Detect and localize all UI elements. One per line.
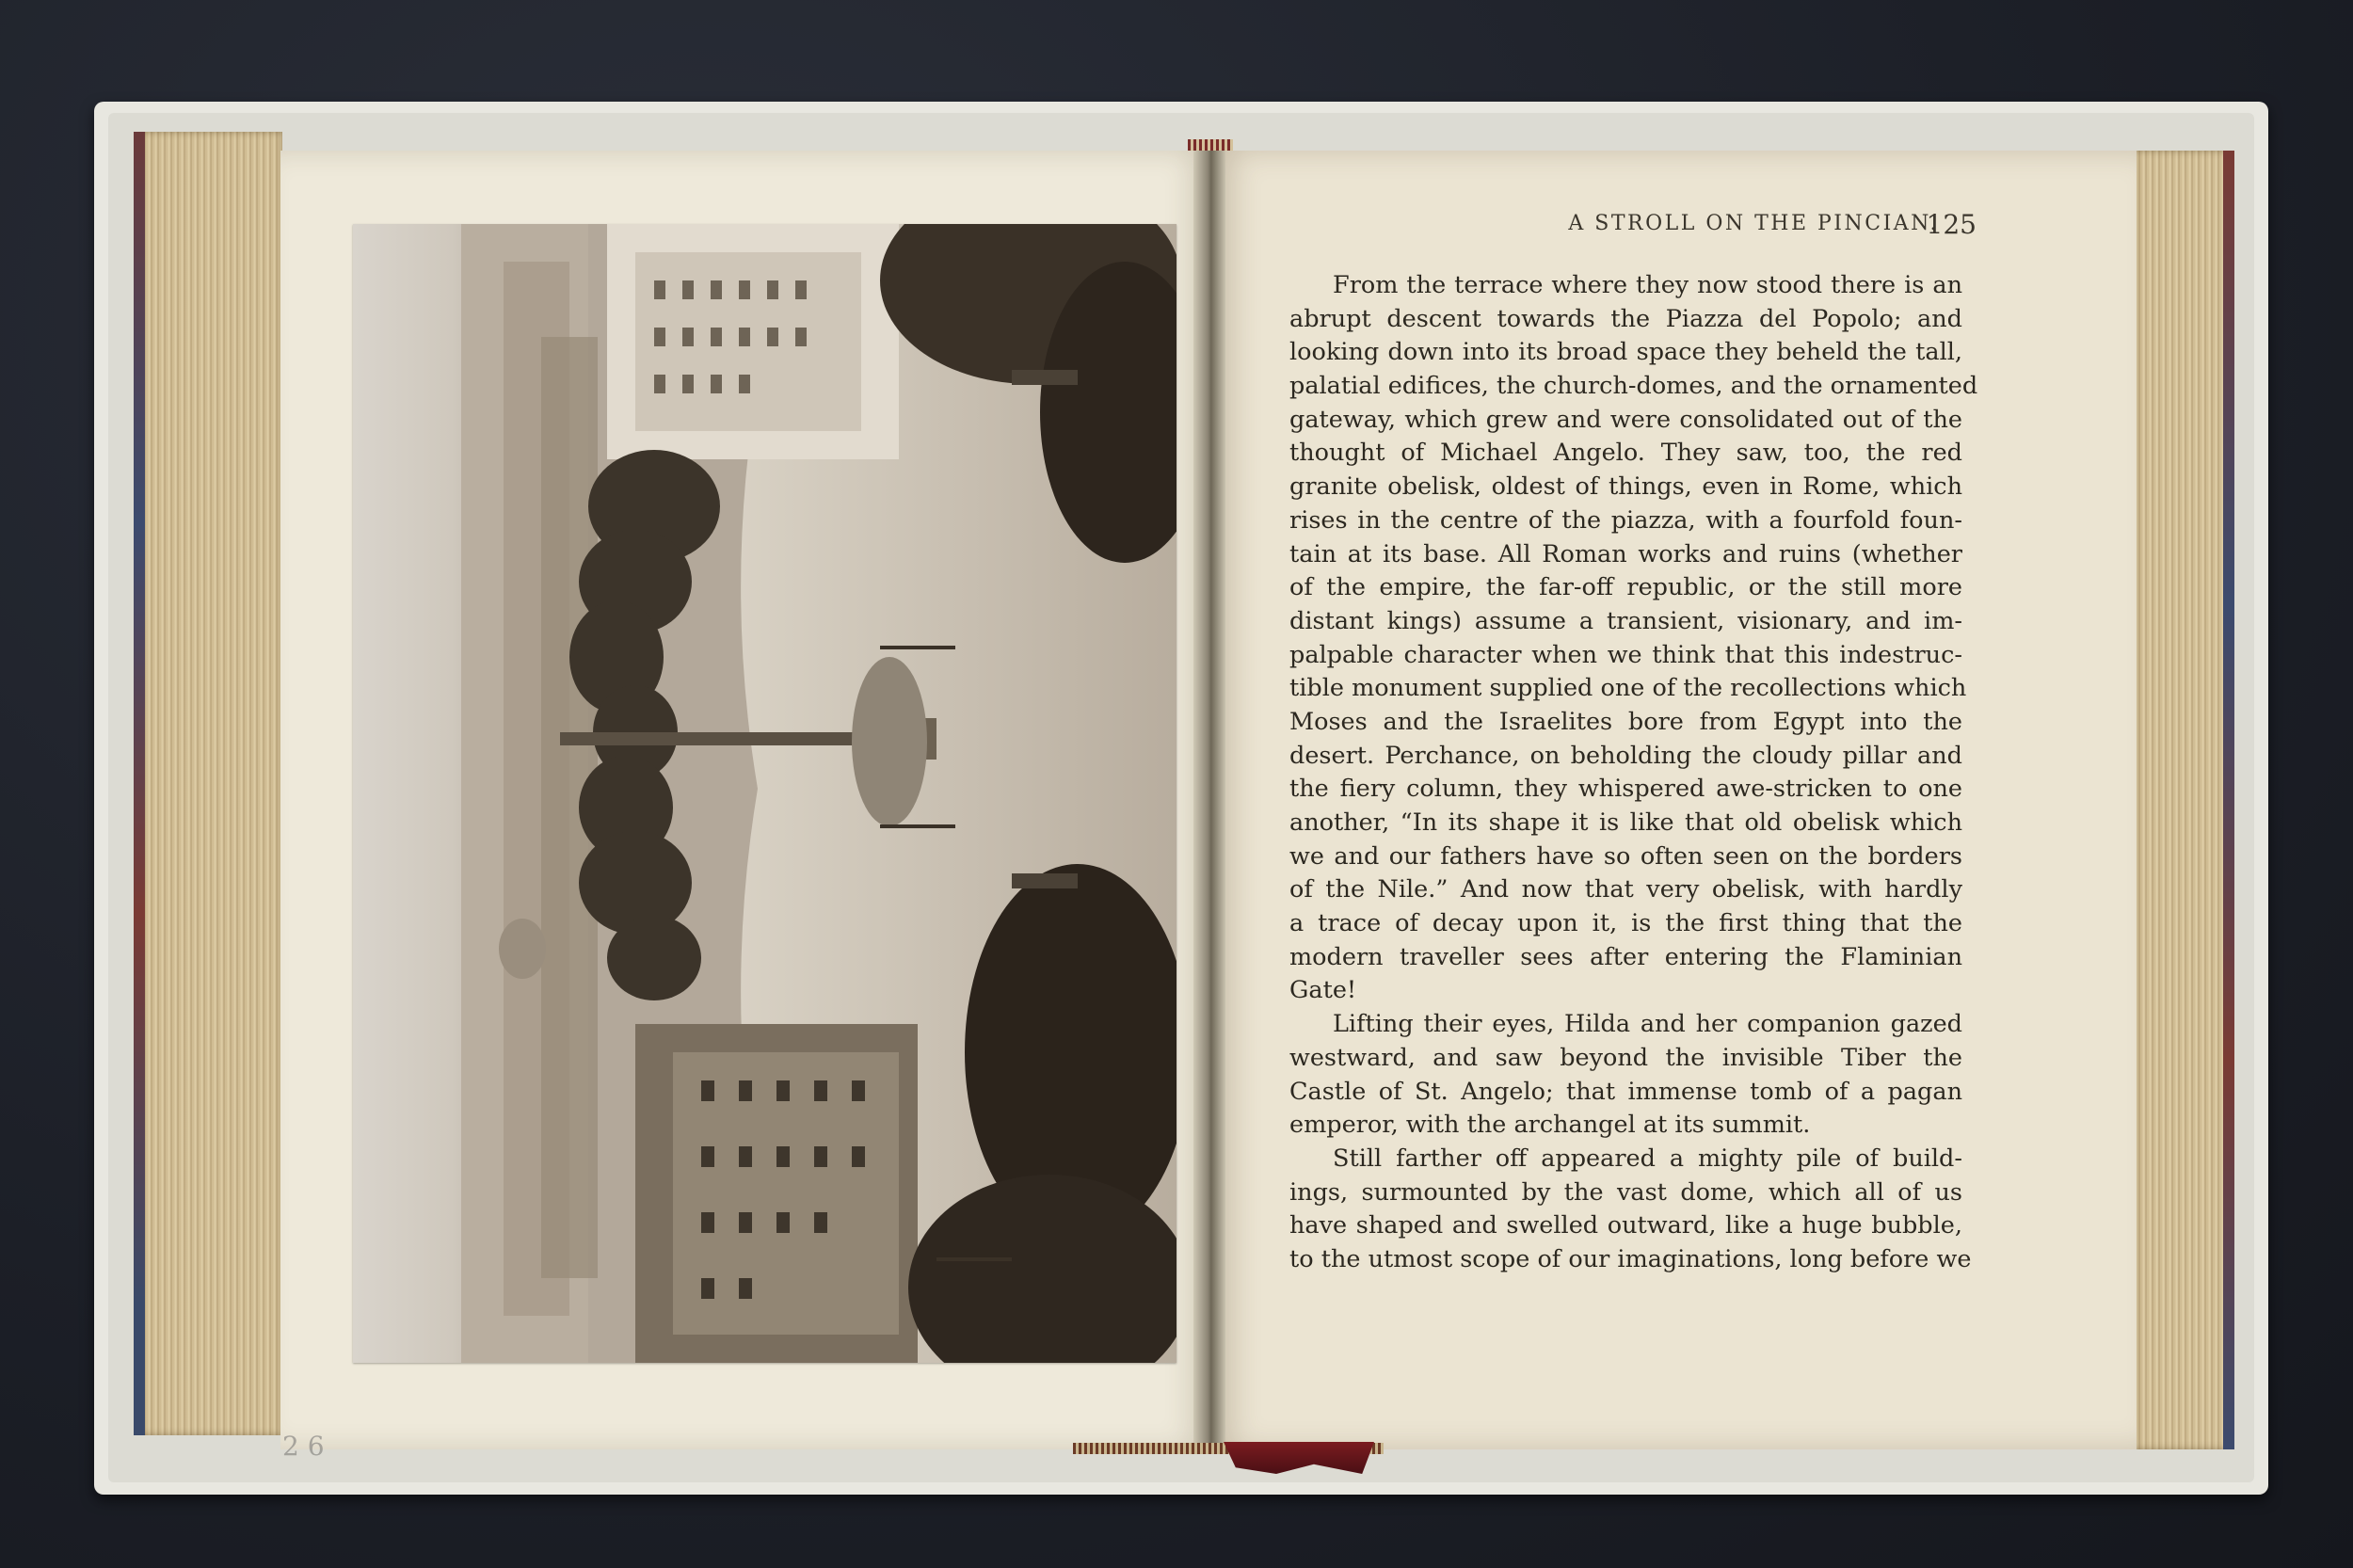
book-gutter <box>1193 141 1225 1454</box>
text-line: another, “In its shape it is like that old obelisk which <box>1289 808 1962 837</box>
text-line: palatial edifices, the church-domes, and the ornamented <box>1289 372 1978 401</box>
body-text <box>1289 269 1978 1277</box>
text-line: looking down into its broad space they beheld the tall, <box>1289 338 1962 367</box>
text-line: abrupt descent towards the Piazza del Popolo; and <box>1289 304 1962 333</box>
text-line: emperor, with the archangel at its summit. <box>1289 1111 1811 1140</box>
page-number: 125 <box>1926 209 1977 240</box>
text-line: modern traveller sees after entering the Flaminian <box>1289 942 1962 971</box>
text-line: Gate! <box>1289 976 1357 1005</box>
text-line: the fiery column, they whispered awe-stricken to one <box>1289 775 1962 804</box>
text-line: thought of Michael Angelo. They saw, too, the red <box>1289 439 1962 468</box>
text-line: Castle of St. Angelo; that immense tomb of a pagan <box>1289 1077 1962 1106</box>
text-line: a trace of decay upon it, is the first thing that the <box>1289 909 1962 938</box>
text-line: distant kings) assume a transient, visionary, and im- <box>1289 606 1962 635</box>
text-line: to the utmost scope of our imaginations, long before we <box>1289 1244 1972 1273</box>
text-line: of the empire, the far-off republic, or the still more <box>1289 573 1962 602</box>
running-head: A STROLL ON THE PINCIAN. <box>1568 212 1939 235</box>
text-line: Lifting their eyes, Hilda and her companion gazed <box>1333 1010 1962 1039</box>
right-page-edges <box>2135 151 2231 1449</box>
text-line: westward, and saw beyond the invisible Tiber the <box>1289 1043 1962 1072</box>
text-line: granite obelisk, oldest of things, even in Rome, which <box>1289 472 1962 502</box>
left-marbled-edge <box>134 132 145 1435</box>
photograph-image <box>353 224 1176 1363</box>
left-page-edges <box>134 132 282 1435</box>
text-line: From the terrace where they now stood there is an <box>1333 271 1962 299</box>
text-line: we and our fathers have so often seen on the borders <box>1289 841 1962 871</box>
pencil-annotation: 2 6 <box>282 1431 325 1462</box>
text-line: palpable character when we think that this indestruc- <box>1289 640 1962 669</box>
text-line: of the Nile.” And now that very obelisk, with hardly <box>1289 875 1962 904</box>
text-line: rises in the centre of the piazza, with a fourfold foun- <box>1289 505 1962 535</box>
text-line: gateway, which grew and were consolidated out of the <box>1289 405 1962 434</box>
text-line: Still farther off appeared a mighty pile of build- <box>1333 1144 1962 1173</box>
piazza-del-popolo-photograph <box>353 224 1176 1363</box>
right-marbled-edge <box>2223 151 2234 1449</box>
text-line: Moses and the Israelites bore from Egypt into the <box>1289 707 1962 736</box>
text-line: have shaped and swelled outward, like a huge bubble, <box>1289 1211 1962 1240</box>
text-line: ings, surmounted by the vast dome, which all of us <box>1289 1177 1962 1207</box>
text-line: tible monument supplied one of the recollections which <box>1289 674 1967 703</box>
text-line: tain at its base. All Roman works and ruins (whether <box>1289 539 1962 568</box>
text-line: desert. Perchance, on beholding the cloudy pillar and <box>1289 741 1962 770</box>
headband-top <box>1188 139 1233 151</box>
